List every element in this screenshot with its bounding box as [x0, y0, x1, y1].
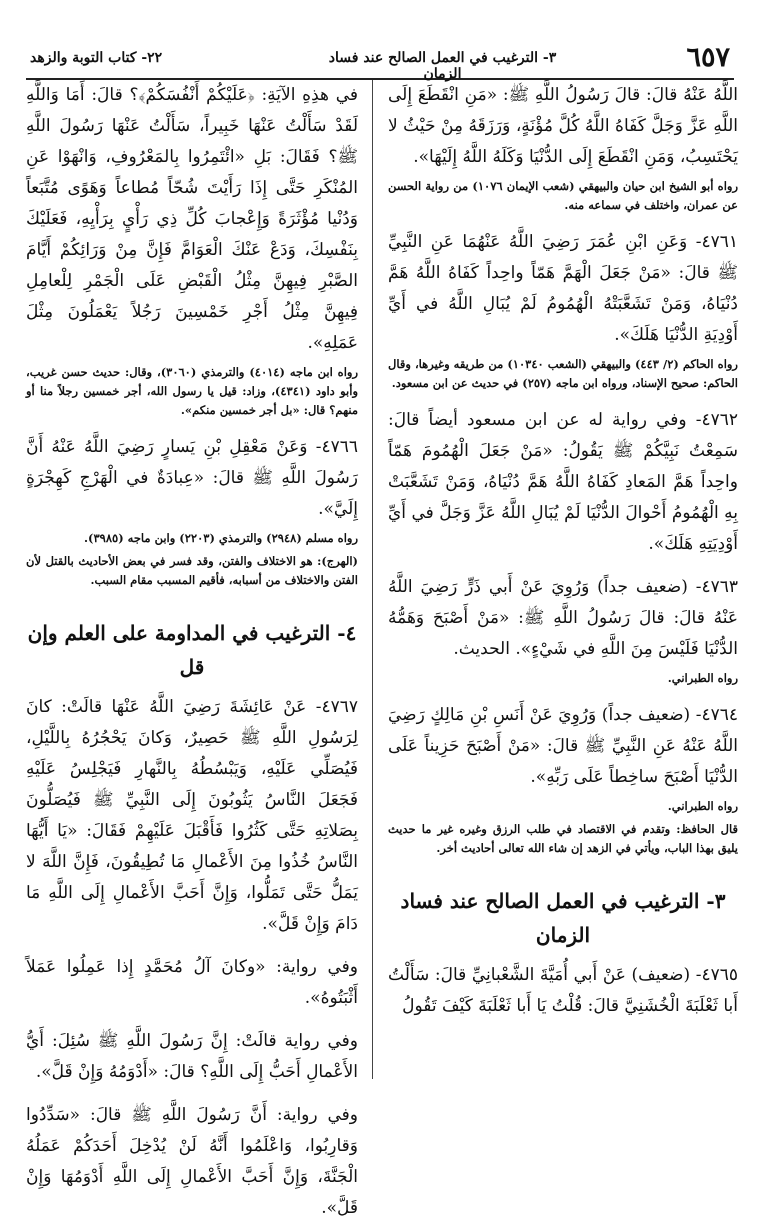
spacer: [26, 420, 358, 432]
hadith-source-note: (الهرج): هو الاختلاف والفتن، وقد فسر في بعض الأحاديث بالقتل لأن الفتن والاختلاف من أسبابه، فأقيم المسبب مقام السبب.: [26, 554, 358, 587]
hadith-source-note: قال الحافظ: وتقدم في الاقتصاد في طلب الرزق وغيره غير ما حديث يليق بهذا الباب، ويأتي في الزهد إن شاء الله تعالى أحاديث أخر.: [388, 822, 738, 855]
spacer: [388, 688, 738, 700]
hadith-paragraph: وفي رواية: أَنَّ رَسُولَ اللَّهِ ﷺ قالَ: «سَدِّدُوا وَقارِبُوا، وَاعْلَمُوا أَنَّهُ لَنْ يُدْخِلَ أَحَدَكُمْ عَمَلُهُ الْجَنَّةَ، وَإِنَّ أَحَبَّ الأَعْمالِ إِلَى اللَّهِ أَدْوَمُهَا وَإِنْ قَلَّ».: [26, 1105, 358, 1218]
spacer: [388, 560, 738, 572]
hadith-source-note: رواه مسلم (٢٩٤٨) والترمذي (٢٢٠٣) وابن ماجه (٣٩٨٥).: [84, 531, 358, 545]
page-header: [26, 40, 734, 80]
spacer: [26, 1088, 358, 1100]
hadith-paragraph: ٤٧٦٤- (ضعيف جداً) وَرُوِيَ عَنْ أَنَسِ بْنِ مَالِكٍ رَضِيَ اللَّهُ عَنْهُ عَنِ النَّبِيِّ ﷺ قالَ: «مَنْ أَصْبَحَ حَزِيناً عَلَى الدُّنْيَا أَصْبَحَ ساخِطاً عَلَى رَبِّهِ».: [388, 705, 738, 787]
running-chapter-title: ٣- الترغيب في العمل الصالح عند فساد الزمان: [328, 50, 557, 82]
spacer: [26, 940, 358, 952]
spacer: [388, 858, 738, 878]
left-column: [26, 80, 358, 1218]
spacer: [388, 215, 738, 227]
spacer: [388, 393, 738, 405]
section-title: ٤- الترغيب في المداومة على العلم وإن قل: [27, 621, 357, 679]
hadith-paragraph: في هذِهِ الآيَةِ: ﴿عَلَيْكُمْ أَنْفُسَكُمْ﴾؟ قالَ: أَمَا وَاللَّهِ لَقَدْ سَأَلْتُ عَنْهَا خَبِيراً، سَأَلْتُ عَنْهَا رَسُولَ اللَّهِ ﷺ؟ فَقَالَ: بَلِ «ائْتَمِرُوا بِالمَعْرُوفِ، وَانْهَوْا عَنِ المُنْكَرِ حَتَّى إِذَا رَأَيْتَ شُحّاً مُطاعاً وَهَوًى مُتَّبَعاً وَدُنْيا مُؤْثَرَةً وَإِعْجابَ كُلِّ ذِي رَأْيٍ بِرَأْيِهِ، فَعَلَيْكَ بِنَفْسِكَ، وَدَعْ عَنْكَ الْعَوَامَّ فَإِنَّ مِنْ وَرَائِكُمْ أَيَّامَ الصَّبْرِ فِيهِنَّ مِثْلُ الْقَبْضِ عَلَى الْجَمْرِ لِلْعامِلِ فِيهِنَّ مِثْلُ أَجْرِ خَمْسِينَ رَجُلاً يَعْمَلُونَ مِثْلَ عَمَلِهِ».: [26, 85, 358, 353]
hadith-paragraph: ٤٧٦١- وَعَنِ ابْنِ عُمَرَ رَضِيَ اللَّهُ عَنْهُمَا عَنِ النَّبِيِّ ﷺ قالَ: «مَنْ جَعَلَ الْهَمَّ هَمّاً واحِداً كَفَاهُ اللَّهُ هَمَّ دُنْيَاهُ، وَمَنْ تَشَعَّبَتْهُ الْهُمُومُ لَمْ يُبَالِ اللَّهُ في أَيِّ أَوْدِيَةِ الدُّنْيَا هَلَكَ».: [388, 232, 738, 345]
right-column: [388, 80, 738, 1079]
section-title: ٣- الترغيب في العمل الصالح عند فساد الزمان: [400, 889, 726, 947]
hadith-paragraph: وفي رواية: «وكانَ آلُ مُحَمَّدٍ إِذا عَمِلُوا عَمَلاً أَثْبَتُوهُ».: [26, 957, 358, 1008]
hadith-paragraph: وفي رواية قالَتْ: إِنَّ رَسُولَ اللَّهِ ﷺ سُئِلَ: أَيُّ الأَعْمالِ أَحَبُّ إِلَى اللَّهِ؟ قالَ: «أَدْوَمُهُ وَإِنْ قَلَّ».: [26, 1031, 358, 1082]
hadith-source-note: رواه الطبراني.: [667, 671, 738, 685]
spacer: [26, 1014, 358, 1026]
hadith-paragraph: ٤٧٦٢- وفي رواية له عن ابن مسعود أيضاً قالَ: سَمِعْتُ نَبِيَّكُمْ ﷺ يَقُولُ: «مَنْ جَعَلَ الْهُمُومَ هَمّاً واحِداً هَمَّ المَعادِ كَفَاهُ اللَّهُ هَمَّ دُنْيَاهُ، وَمَنْ تَشَعَّبَتْ بِهِ الْهُمُومُ أَحْوالَ الدُّنْيَا لَمْ يُبَالِ اللَّهُ عَزَّ وَجَلَّ في أَيِّ أَوْدِيَتِهِ هَلَكَ».: [388, 410, 738, 554]
hadith-source-note: رواه الطبراني.: [667, 799, 738, 813]
hadith-paragraph: ٤٧٦٥- (ضعيف) عَنْ أَبي أُمَيَّةَ الشَّعْبانِيِّ قالَ: سَأَلْتُ أَبا ثَعْلَبَةَ الْخُشَنِيَّ قالَ: قُلْتُ يَا أَبا ثَعْلَبَةَ كَيْفَ تَقُولُ: [388, 965, 738, 1016]
hadith-paragraph: ٤٧٦٣- (ضعيف جداً) وَرُوِيَ عَنْ أَبي ذَرٍّ رَضِيَ اللَّهُ عَنْهُ قالَ: قالَ رَسُولُ اللَّهِ ﷺ: «مَنْ أَصْبَحَ وَهَمُّهُ الدُّنْيَا فَلَيْسَ مِنَ اللَّهِ في شَيْءٍ». الحديث.: [388, 577, 738, 659]
spacer: [26, 590, 358, 610]
hadith-source-note: رواه الحاكم (٢/ ٤٤٣) والبيهقي (الشعب ١٠٣٤٠) من طريقه وغيرها، وقال الحاكم: صحيح الإسناد، ورواه ابن ماجه (٢٥٧) في حديث عن ابن مسعود.: [388, 357, 738, 390]
running-book-title: ٢٢- كتاب التوبة والزهد: [30, 50, 163, 66]
page-number: ٦٥٧: [686, 42, 730, 73]
hadith-paragraph: ٤٧٦٦- وَعَنْ مَعْقِلِ بْنِ يَسارٍ رَضِيَ اللَّهُ عَنْهُ أَنَّ رَسُولَ اللَّهِ ﷺ قالَ: «عِبادَةٌ في الْهَرْجِ كَهِجْرَةٍ إِلَيَّ».: [26, 437, 358, 519]
column-divider: [372, 80, 373, 1079]
hadith-paragraph: اللَّهُ عَنْهُ قالَ: قالَ رَسُولُ اللَّهِ ﷺ: «مَنِ انْقَطَعَ إِلَى اللَّهِ عَزَّ وَجَلَّ كَفَاهُ اللَّهُ كُلَّ مُؤْنَةٍ، وَرَزَقَهُ مِنْ حَيْثُ لا يَحْتَسِبُ، وَمَنِ انْقَطَعَ إِلَى الدُّنْيَا وَكَلَهُ اللَّهُ إِلَيْهَا».: [388, 85, 738, 167]
hadith-paragraph: ٤٧٦٧- عَنْ عَائِشَةَ رَضِيَ اللَّهُ عَنْهَا قالَتْ: كانَ لِرَسُولِ اللَّهِ ﷺ حَصِيرٌ، وَكانَ يَحْجُرُهُ بِاللَّيْلِ، فَيُصَلِّي عَلَيْهِ، وَيَبْسُطُهُ بِالنَّهارِ فَيَجْلِسُ عَلَيْهِ فَجَعَلَ النَّاسُ يَثُوبُونَ إِلَى النَّبِيِّ ﷺ فَيُصَلُّونَ بِصَلاتِهِ حَتَّى كَثُرُوا فَأَقْبَلَ عَلَيْهِمْ فَقَالَ: «يَا أَيُّهَا النَّاسُ خُذُوا مِنَ الأَعْمالِ مَا تُطِيقُونَ، فَإِنَّ اللَّهَ لا يَمَلُّ حَتَّى تَمَلُّوا، وَإِنَّ أَحَبَّ الأَعْمالِ إِلَى اللَّهِ مَا دَامَ وَإِنْ قَلَّ».: [26, 697, 358, 934]
hadith-source-note: رواه أبو الشيخ ابن حيان والبيهقي (شعب الإيمان ١٠٧٦) من رواية الحسن عن عمران، واختلف في سماعه منه.: [388, 179, 738, 212]
hadith-source-note: رواه ابن ماجه (٤٠١٤) والترمذي (٣٠٦٠)، وقال: حديث حسن غريب، وأبو داود (٤٣٤١)، وزاد: قيل يا رسول الله، أجر خمسين رجلاً منا أو منهم؟ قال: «بل أجر خمسين منكم».: [26, 365, 358, 417]
